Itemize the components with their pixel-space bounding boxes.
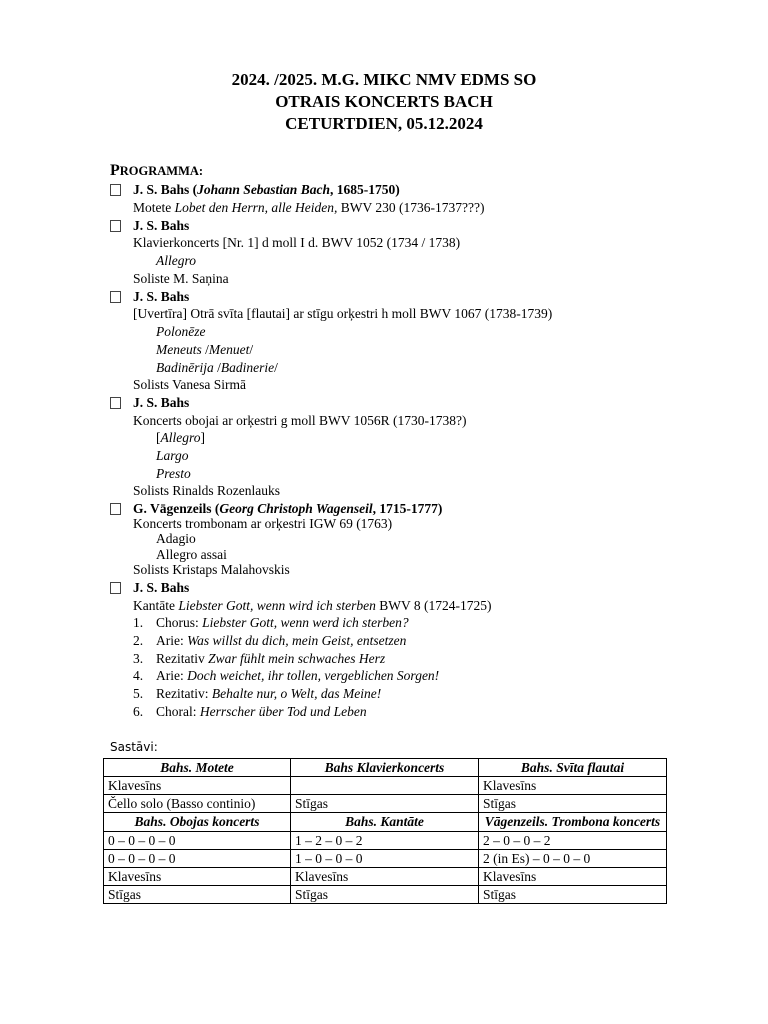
header-line-2: OTRAIS KONCERTS BACH	[275, 92, 493, 111]
composition-label: Sastāvi:	[110, 740, 158, 754]
program-heading: PROGRAMMA:	[110, 162, 204, 179]
table-row	[104, 850, 667, 868]
table-header-cell: Bahs. Obojas koncerts	[104, 813, 291, 832]
bullet-icon	[110, 503, 121, 515]
table-header-cell: Bahs. Svīta flautai	[479, 759, 667, 777]
table-cell: Klavesīns	[479, 777, 667, 795]
program-item-composer: J. S. Bahs	[0, 217, 768, 235]
table-row	[104, 795, 667, 813]
bullet-icon	[110, 582, 121, 594]
table-header-cell: Bahs Klavierkoncerts	[291, 759, 479, 777]
program-item-work: [Uvertīra] Otrā svīta [flautai] ar stīgu orķestri h moll BWV 1067 (1738-1739)	[133, 306, 553, 321]
table-cell: Čello solo (Basso continio)	[104, 795, 291, 813]
table-header-cell: Vāgenzeils. Trombona koncerts	[479, 813, 667, 832]
program-item-movement: Allegro assai	[156, 547, 227, 562]
cantata-movement: 1. Chorus: Liebster Gott, wenn werd ich sterben?	[133, 615, 409, 630]
header-line-1: 2024. /2025. M.G. MIKC NMV EDMS SO	[231, 70, 537, 89]
program-item-movement: [Allegro]	[156, 430, 205, 445]
table-cell: Stīgas	[291, 886, 479, 904]
program-item-movement: Presto	[156, 466, 191, 481]
cantata-movement: 5. Rezitativ: Behalte nur, o Welt, das Meine!	[133, 686, 382, 701]
table-cell: 2 – 0 – 0 – 2	[479, 832, 667, 850]
table-cell: 1 – 2 – 0 – 2	[291, 832, 479, 850]
program-item-movement: Badinērija /Badinerie/	[156, 360, 278, 375]
program-item-composer: J. S. Bahs (Johann Sebastian Bach, 1685-1750)	[0, 181, 768, 199]
cantata-movement: 4. Arie: Doch weichet, ihr tollen, vergeblichen Sorgen!	[133, 668, 440, 683]
composition-table	[103, 758, 667, 904]
table-header-cell: Bahs. Motete	[104, 759, 291, 777]
program-item-movement: Meneuts /Menuet/	[156, 342, 254, 357]
table-cell: Klavesīns	[104, 777, 291, 795]
program-item-composer: J. S. Bahs	[0, 579, 768, 597]
table-row	[104, 832, 667, 850]
table-cell: Klavesīns	[479, 868, 667, 886]
table-cell: 0 – 0 – 0 – 0	[104, 850, 291, 868]
cantata-movement: 2. Arie: Was willst du dich, mein Geist, entsetzen	[133, 633, 407, 648]
program-item-composer: J. S. Bahs	[0, 288, 768, 306]
table-cell: 1 – 0 – 0 – 0	[291, 850, 479, 868]
program-item-composer: J. S. Bahs	[0, 394, 768, 412]
table-cell: Klavesīns	[291, 868, 479, 886]
program-item-composer: G. Vāgenzeils (Georg Christoph Wagenseil, 1715-1777)	[0, 500, 768, 518]
bullet-icon	[110, 291, 121, 303]
table-cell	[291, 777, 479, 795]
table-cell: 0 – 0 – 0 – 0	[104, 832, 291, 850]
bullet-icon	[110, 397, 121, 409]
program-item-movement: Allegro	[156, 253, 196, 268]
program-item-work: Koncerts trombonam ar orķestri IGW 69 (1763)	[133, 516, 393, 531]
program-item-work: Motete Lobet den Herrn, alle Heiden, BWV 230 (1736-1737???)	[133, 200, 485, 215]
table-cell: Stīgas	[104, 886, 291, 904]
program-item-work: Kantāte Liebster Gott, wenn wird ich sterben BWV 8 (1724-1725)	[133, 598, 492, 613]
cantata-movement: 6. Choral: Herrscher über Tod und Leben	[133, 704, 367, 719]
program-item-soloist: Solists Kristaps Malahovskis	[133, 562, 290, 577]
program-item-work: Koncerts obojai ar orķestri g moll BWV 1056R (1730-1738?)	[133, 413, 467, 428]
bullet-icon	[110, 184, 121, 196]
program-item-soloist: Solists Rinalds Rozenlauks	[133, 483, 281, 498]
table-cell: Stīgas	[291, 795, 479, 813]
table-cell: Stīgas	[479, 795, 667, 813]
table-row	[104, 777, 667, 795]
program-item-movement: Polonēze	[156, 324, 206, 339]
table-header-row	[104, 759, 667, 777]
cantata-movement: 3. Rezitativ Zwar fühlt mein schwaches Herz	[133, 651, 386, 666]
program-item-soloist: Soliste M. Saņina	[133, 271, 229, 286]
program-item-soloist: Solists Vanesa Sirmā	[133, 377, 247, 392]
table-cell: Klavesīns	[104, 868, 291, 886]
table-header-cell: Bahs. Kantāte	[291, 813, 479, 832]
program-item-movement: Largo	[156, 448, 189, 463]
program-item-work: Klavierkoncerts [Nr. 1] d moll I d. BWV 1052 (1734 / 1738)	[133, 235, 461, 250]
table-cell: 2 (in Es) – 0 – 0 – 0	[479, 850, 667, 868]
table-cell: Stīgas	[479, 886, 667, 904]
table-row	[104, 868, 667, 886]
program-item-movement: Adagio	[156, 531, 196, 546]
table-header-row	[104, 813, 667, 832]
document-header	[0, 69, 768, 135]
table-row	[104, 886, 667, 904]
bullet-icon	[110, 220, 121, 232]
header-line-3: CETURTDIEN, 05.12.2024	[285, 114, 483, 133]
